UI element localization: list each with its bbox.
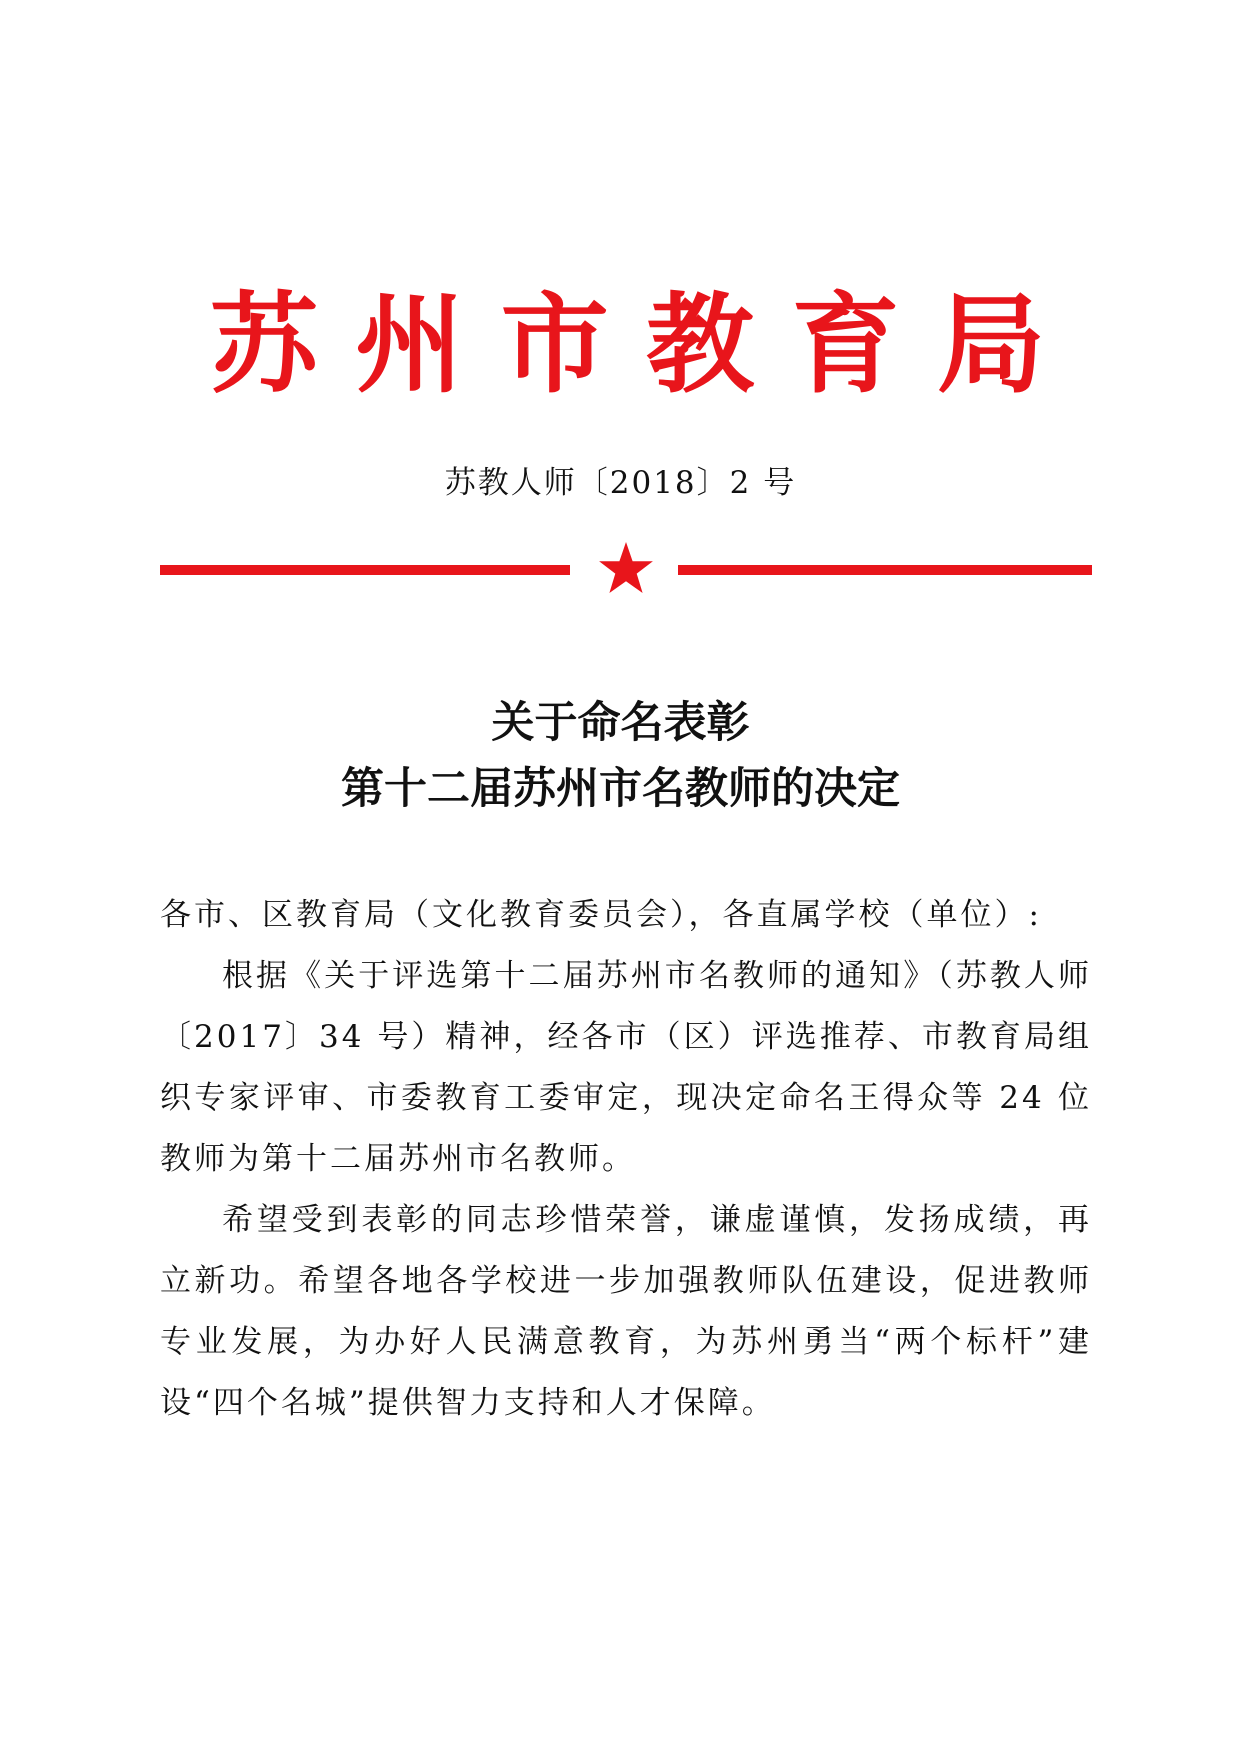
masthead-char: 苏 xyxy=(210,282,319,408)
masthead-char: 教 xyxy=(646,282,755,408)
masthead-char: 育 xyxy=(791,282,900,408)
red-divider-left xyxy=(160,565,570,575)
salutation: 各市、区教育局（文化教育委员会），各直属学校（单位）: xyxy=(160,897,1042,933)
masthead-char: 州 xyxy=(355,282,464,408)
masthead-char: 市 xyxy=(500,282,609,408)
body-paragraph-1: 根据《关于评选第十二届苏州市名教师的通知》（苏教人师〔2017〕34 号）精神，经各市（区）评选推荐、市教育局组织专家评审、市委教育工委审定，现决定命名王得众等 24 位教师为第十二届苏州市名教师。 xyxy=(160,958,1092,1177)
red-divider-right xyxy=(678,565,1092,575)
red-star-icon xyxy=(594,538,658,602)
document-number: 苏教人师〔2018〕2 号 xyxy=(444,465,797,501)
body-paragraph-2: 希望受到表彰的同志珍惜荣誉，谦虚谨慎，发扬成绩，再立新功。希望各地各学校进一步加强教师队伍建设，促进教师专业发展，为办好人民满意教育，为苏州勇当“两个标杆”建设“四个名城”提供智力支持和人才保障。 xyxy=(160,1202,1092,1421)
title-line-2: 第十二届苏州市名教师的决定 xyxy=(341,764,900,814)
document-body xyxy=(160,885,1092,1434)
issuer-masthead xyxy=(210,282,1045,408)
document-title xyxy=(0,690,1241,822)
title-line-1: 关于命名表彰 xyxy=(491,698,750,748)
masthead-char: 局 xyxy=(936,282,1045,408)
